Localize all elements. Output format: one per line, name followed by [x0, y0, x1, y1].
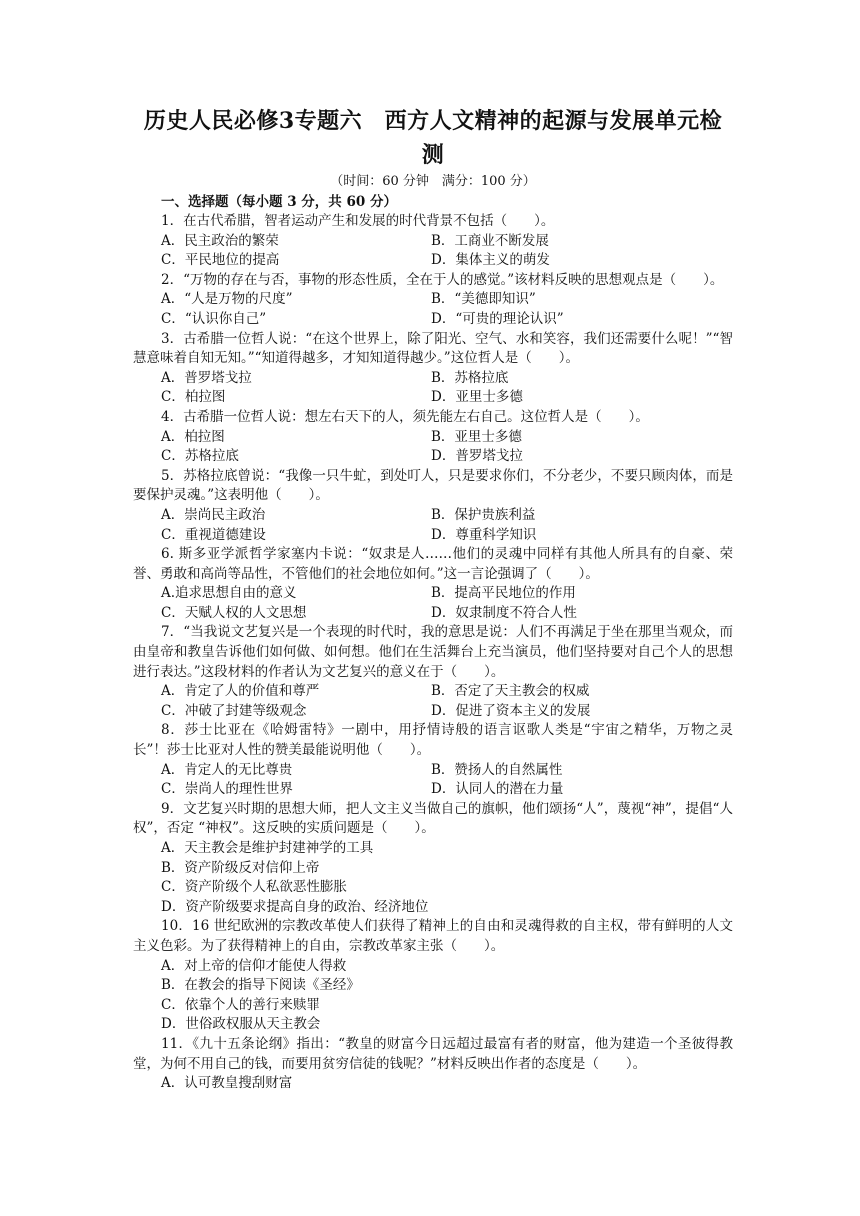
option-c: C．苏格拉底 [161, 448, 239, 465]
option-a: A．普罗塔戈拉 [161, 369, 252, 386]
option-c: C．崇尚人的理性世界 [161, 781, 293, 798]
options [133, 839, 733, 917]
question-3 [133, 330, 733, 408]
exam-meta: （时间：60 分钟 满分：100 分） [330, 174, 536, 189]
question-stem: 1．在古代希腊，智者运动产生和发展的时代背景不包括（ ）。 [161, 213, 555, 229]
option-a: A．对上帝的信仰才能使人得救 [161, 957, 347, 974]
question-stem: 10．16 世纪欧洲的宗教改革使人们获得了精神上的自由和灵魂得救的自主权，带有鲜明的人文主义色彩。为了获得精神上的自由，宗教改革家主张（ ）。 [133, 918, 733, 954]
section-heading: 一、选择题（每小题 3 分，共 60 分） [161, 194, 397, 210]
page-title: 历史人民必修3专题六 西方人文精神的起源与发展单元检测 [143, 108, 723, 168]
question-8 [133, 721, 733, 799]
question-4 [133, 408, 733, 467]
option-c: C．“认识你自己” [161, 310, 267, 327]
option-c: C．依靠个人的善行来赎罪 [161, 996, 320, 1013]
options [133, 290, 733, 329]
options [133, 957, 733, 1035]
question-stem: 6. 斯多亚学派哲学家塞内卡说：“奴隶是人……他们的灵魂中同样有其他人所具有的自豪、荣誉、勇敢和高尚等品性，不管他们的社会地位如何。”这一言论强调了（ ）。 [133, 546, 733, 582]
option-d: D．世俗政权服从天主教会 [161, 1016, 321, 1033]
option-b: B．提高平民地位的作用 [431, 585, 576, 602]
question-stem: 8．莎士比亚在《哈姆雷特》一剧中，用抒情诗般的语言讴歌人类是“宇宙之精华，万物之灵长”！莎士比亚对人性的赞美最能说明他（ ）。 [133, 722, 733, 759]
question-9 [133, 800, 733, 918]
option-b: B．否定了天主教会的权威 [431, 683, 590, 700]
question-5 [133, 467, 733, 545]
question-stem: 5．苏格拉底曾说：“我像一只牛虻，到处叮人，只是要求你们，不分老少，不要只顾肉体，而是要保护灵魂。”这表明他（ ）。 [133, 467, 733, 504]
question-11 [133, 1035, 733, 1094]
option-b: B．在教会的指导下阅读《圣经》 [161, 977, 360, 994]
option-b: B．赞扬人的自然属性 [431, 761, 563, 778]
option-c: C．冲破了封建等级观念 [161, 702, 307, 719]
question-stem: 2．“万物的存在与否，事物的形态性质，全在于人的感觉。”该材料反映的思想观点是（ ）。 [161, 271, 724, 288]
option-b: B．保护贵族利益 [431, 506, 536, 523]
options [133, 369, 733, 408]
question-stem: 4．古希腊一位哲人说：想左右天下的人，须先能左右自己。这位哲人是（ ）。 [161, 408, 649, 425]
option-b: B．“美德即知识” [431, 291, 536, 308]
options [133, 682, 733, 721]
option-d: D．认同人的潜在力量 [431, 781, 564, 798]
question-stem: 3．古希腊一位哲人说：“在这个世界上，除了阳光、空气、水和笑容，我们还需要什么呢！”“智慧意味着自知无知。”“知道得越多，才知知道得越少。”这位哲人是（ ）。 [133, 330, 733, 367]
question-stem: 7．“当我说文艺复兴是一个表现的时代时，我的意思是说：人们不再满足于坐在那里当观众，而由皇帝和教皇告诉他们如何做、如何想。他们在生活舞台上充当演员，他们坚持要对自己个人的思想进行表达。”这段材料的作者认为文艺复兴的意义在于（ ）。 [133, 624, 733, 680]
option-b: B．亚里士多德 [431, 428, 522, 445]
options [133, 584, 733, 623]
option-d: D．资产阶级要求提高自身的政治、经济地位 [161, 898, 429, 915]
option-d: D．促进了资本主义的发展 [431, 702, 591, 719]
options [133, 761, 733, 800]
option-a: A．“人是万物的尺度” [161, 291, 293, 308]
option-a: A．民主政治的繁荣 [161, 232, 279, 249]
option-a: A．崇尚民主政治 [161, 506, 266, 523]
question-1 [133, 212, 733, 271]
option-a: A.追求思想自由的意义 [161, 585, 297, 602]
option-c: C．平民地位的提高 [161, 252, 280, 269]
option-a: A．肯定了人的价值和尊严 [161, 683, 320, 700]
option-b: B．苏格拉底 [431, 369, 509, 386]
option-a: A．柏拉图 [161, 428, 225, 445]
question-10 [133, 917, 733, 1035]
option-c: C．资产阶级个人私欲恶性膨胀 [161, 879, 347, 896]
question-6 [133, 545, 733, 623]
option-a: A．天主教会是维护封建神学的工具 [161, 840, 374, 856]
option-b: B．资产阶级反对信仰上帝 [161, 859, 320, 876]
options [133, 428, 733, 467]
option-d: D．尊重科学知识 [431, 526, 537, 543]
option-d: D．集体主义的萌发 [431, 252, 550, 269]
option-c: C．柏拉图 [161, 389, 226, 406]
option-b: B．工商业不断发展 [431, 232, 549, 249]
option-a: A．肯定人的无比尊贵 [161, 761, 293, 778]
option-d: D．“可贵的理论认识” [431, 310, 564, 327]
option-c: C．天赋人权的人文思想 [161, 604, 307, 621]
question-2 [133, 271, 733, 330]
exam-page [133, 104, 733, 1094]
question-stem: 9．文艺复兴时期的思想大师，把人文主义当做自己的旗帜，他们颂扬“人”，蔑视“神”，提倡“人权”，否定 “神权”。这反映的实质问题是（ ）。 [133, 800, 733, 837]
question-stem: 11．《九十五条论纲》指出：“教皇的财富今日远超过最富有者的财富，他为建造一个圣彼得教堂，为何不用自己的钱，而要用贫穷信徒的钱呢？”材料反映出作者的态度是（ ）。 [133, 1035, 733, 1072]
options [133, 506, 733, 545]
options [133, 232, 733, 271]
option-d: D．普罗塔戈拉 [431, 448, 523, 465]
question-7 [133, 623, 733, 721]
option-a: A．认可教皇搜刮财富 [161, 1075, 293, 1092]
option-d: D．奴隶制度不符合人性 [431, 604, 577, 621]
option-d: D．亚里士多德 [431, 389, 523, 406]
options [133, 1074, 733, 1094]
option-c: C．重视道德建设 [161, 526, 266, 543]
